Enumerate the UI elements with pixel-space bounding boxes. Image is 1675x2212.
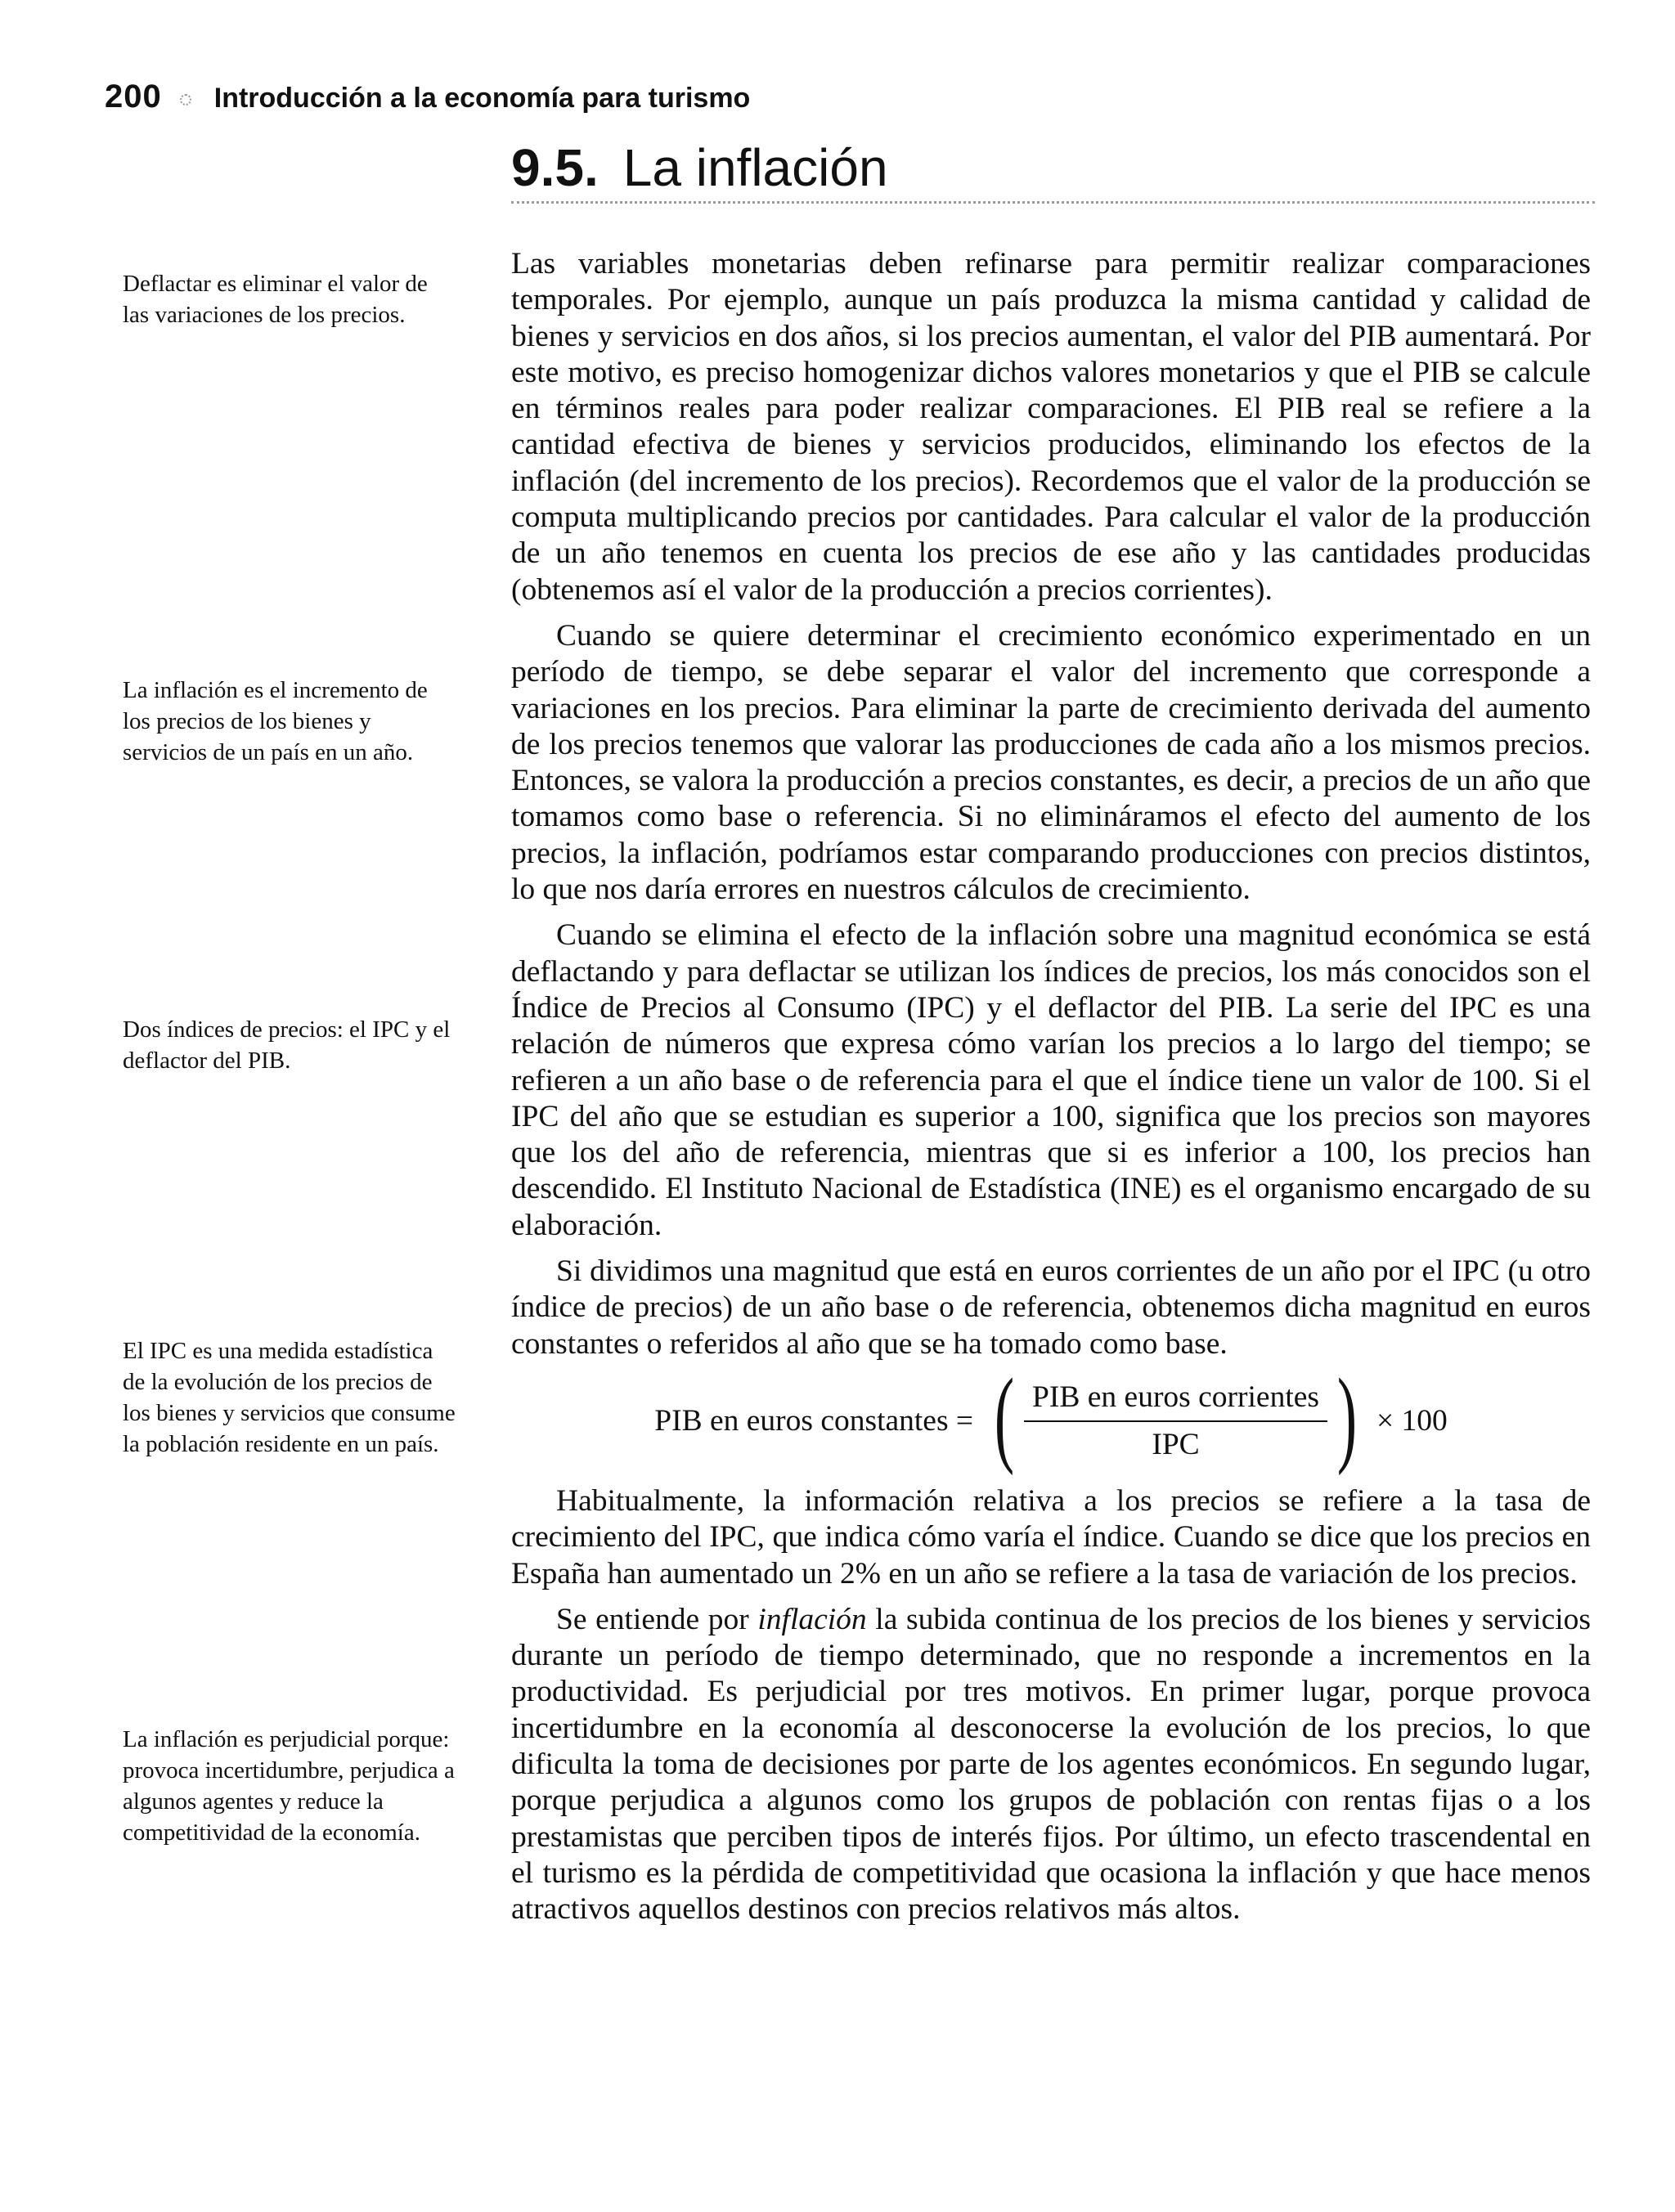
formula-multiplier: × 100 bbox=[1376, 1403, 1448, 1438]
body-text bbox=[511, 246, 1591, 1937]
defined-term: inflación bbox=[757, 1602, 867, 1636]
paragraph: Las variables monetarias deben refinarse para permitir realizar comparaciones temporales. Por ejemplo, aunque un país produzca la misma cantidad y calidad de bienes y servicios en dos años, si los precios aumentan, el valor del PIB aumentará. Por este motivo, es preciso homogenizar dichos valores monetarios y que el PIB se calcule en términos reales para poder realizar comparaciones. El PIB real se refiere a la cantidad efectiva de bienes y servicios producidos, eliminando los efectos de la inflación (del incremento de los precios). Recordemos que el valor de la producción se computa multiplicando precios por cantidades. Para calcular el valor de la producción de un año tenemos en cuenta los precios de ese año y las cantidades producidas (obtenemos así el valor de la producción a precios corrientes). bbox=[511, 247, 1591, 607]
formula-numerator: PIB en euros corrientes bbox=[1024, 1380, 1327, 1422]
separator-dot-icon bbox=[180, 94, 191, 105]
definition-intro: Se entiende por bbox=[556, 1602, 758, 1636]
right-paren: ) bbox=[1336, 1355, 1358, 1476]
paragraph: Habitualmente, la información relativa a los precios se refiere a la tasa de crecimiento del IPC, que indica cómo varía el índice. Cuando se dice que los precios en España han aumentado un 2% en un año se refiere a la tasa de variación de los precios. bbox=[511, 1483, 1591, 1591]
formula-lhs: PIB en euros constantes = bbox=[654, 1403, 974, 1438]
section-number: 9.5. bbox=[511, 138, 599, 197]
margin-note-indices: Dos índices de precios: el IPC y el deflactor del PIB. bbox=[123, 1016, 451, 1074]
margin-note-ipc: El IPC es una medida estadística de la evolución de los precios de los bienes y servicios que consume la población residente en un país. bbox=[123, 1338, 456, 1457]
section-title: La inflación bbox=[622, 138, 888, 197]
formula-pib-constantes bbox=[511, 1355, 1591, 1476]
section-heading bbox=[511, 137, 888, 198]
margin-note-deflactar: Deflactar es eliminar el valor de las variaciones de los precios. bbox=[123, 271, 428, 328]
paragraph: Cuando se elimina el efecto de la inflación sobre una magnitud económica se está deflactando y para deflactar se utilizan los índices de precios, los más conocidos son el Índice de Precios al Consumo (IPC) y el deflactor del PIB. La serie del IPC es una relación de números que expresa cómo varían los precios a lo largo del tiempo; se refieren a un año base o de referencia para el que el índice tiene un valor de 100. Si el IPC del año que se estudian es superior a 100, significa que los precios son mayores que los del año de referencia, mientras que si es inferior a 100, los precios han descendido. El Instituto Nacional de Estadística (INE) es el organismo encargado de su elaboración. bbox=[511, 918, 1591, 1242]
formula-denominator: IPC bbox=[1152, 1427, 1200, 1461]
paragraph: Cuando se quiere determinar el crecimiento económico experimentado en un período de tiempo, se debe separar el valor del incremento que corresponde a variaciones en los precios. Para eliminar la parte de crecimiento derivada del aumento de los precios tenemos que valorar las producciones de cada año a los mismos precios. Entonces, se valora la producción a precios constantes, es decir, a precios de un año que tomamos como base o referencia. Si no elimináramos el efecto del aumento de los precios, la inflación, podríamos estar comparando producciones con precios distintos, lo que nos daría errores en nuestros cálculos de crecimiento. bbox=[511, 618, 1591, 907]
heading-divider bbox=[511, 201, 1595, 204]
paragraph-definition bbox=[511, 1602, 1591, 1928]
running-header bbox=[105, 79, 750, 115]
paragraph: Si dividimos una magnitud que está en euros corrientes de un año por el IPC (u otro índice de precios) de un año base o de referencia, obtenemos dicha magnitud en euros constantes o referidos al año que se ha tomado como base. bbox=[511, 1254, 1591, 1361]
margin-note-inflacion: La inflación es el incremento de los precios de los bienes y servicios de un país en un año. bbox=[123, 677, 428, 765]
book-title: Introducción a la economía para turismo bbox=[213, 83, 751, 114]
definition-body: la subida continua de los precios de los bienes y servicios durante un período de tiempo determinado, que no responde a incrementos en la productividad. Es perjudicial por tres motivos. En primer lugar, porque provoca incertidumbre en la economía al desconocerse la evolución de los precios, lo que dificulta la toma de decisiones por parte de los agentes económicos. En segundo lugar, porque perjudica a algunos como los grupos de población con rentas fijas o a los prestamistas que perciben tipos de interés fijos. Por último, un efecto trascendental en el turismo es la pérdida de competitividad que ocasiona la inflación y que hace menos atractivos aquellos destinos con precios relativos más altos. bbox=[511, 1602, 1591, 1927]
left-paren: ( bbox=[994, 1355, 1015, 1476]
page-number: 200 bbox=[105, 79, 162, 114]
formula-fraction bbox=[1024, 1380, 1327, 1464]
margin-note-perjudicial: La inflación es perjudicial porque: provoca incertidumbre, perjudica a algunos agentes y reduce la competitividad de la economía. bbox=[123, 1726, 455, 1846]
